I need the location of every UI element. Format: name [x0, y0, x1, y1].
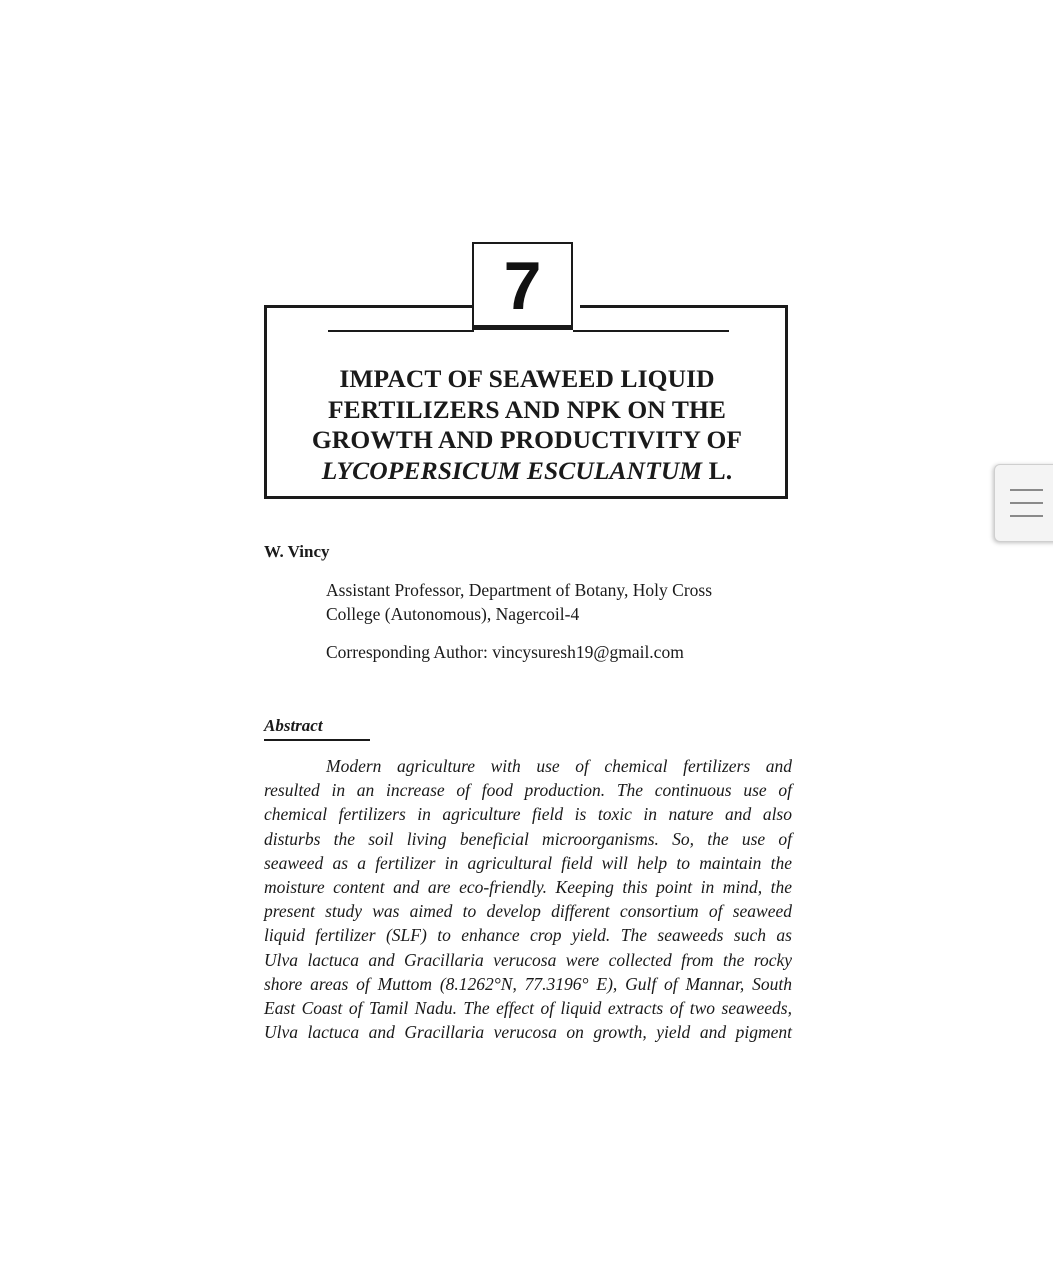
chapter-title-line: FERTILIZERS AND NPK ON THE	[328, 394, 726, 424]
author-affiliation	[326, 578, 792, 626]
abstract-body	[264, 754, 792, 1044]
chapter-rule-right	[573, 330, 729, 332]
abstract-heading: Abstract	[264, 716, 323, 735]
abstract-heading-underline	[264, 739, 370, 741]
chapter-title-line: GROWTH AND PRODUCTIVITY OF	[311, 425, 743, 454]
chapter-number-box	[472, 242, 573, 330]
chapter-title	[270, 364, 784, 486]
chapter-title-species: LYCOPERSICUM ESCULANTUM	[321, 455, 703, 485]
chapter-number: 7	[503, 248, 542, 324]
scroll-handle[interactable]	[994, 464, 1053, 542]
menu-grip-icon	[1010, 489, 1043, 491]
chapter-title-line	[270, 456, 784, 487]
abstract-line: Ulva lactuca and Gracillaria verucosa on growth, yield and pigment	[264, 1022, 792, 1043]
author-name: W. Vincy	[264, 542, 330, 561]
chapter-rule-left	[328, 330, 474, 332]
abstract-line: liquid fertilizer (SLF) to enhance crop yield. The seaweeds such as	[264, 925, 792, 946]
affiliation-line: Assistant Professor, Department of Botany, Holy Cross	[326, 580, 713, 600]
abstract-line: resulted in an increase of food production. The continuous use of	[264, 780, 792, 801]
affiliation-line: College (Autonomous), Nagercoil-4	[326, 604, 580, 624]
abstract-line: disturbs the soil living beneficial microorganisms. So, the use of	[264, 828, 792, 849]
chapter-title-line: IMPACT OF SEAWEED LIQUID	[339, 364, 715, 393]
abstract-line: Modern agriculture with use of chemical fertilizers and	[326, 756, 792, 776]
abstract-line: Ulva lactuca and Gracillaria verucosa were collected from the rocky	[264, 949, 792, 970]
menu-grip-icon	[1010, 502, 1043, 504]
abstract-line: seaweed as a fertilizer in agricultural field will help to maintain the	[264, 852, 792, 873]
abstract-line: shore areas of Muttom (8.1262°N, 77.3196° E), Gulf of Mannar, South	[264, 973, 792, 994]
chapter-title-species-suffix: L.	[702, 455, 733, 485]
menu-grip-icon	[1010, 515, 1043, 517]
abstract-line: moisture content and are eco-friendly. Keeping this point in mind, the	[264, 877, 792, 898]
abstract-line: chemical fertilizers in agriculture field is toxic in nature and also	[264, 804, 792, 825]
abstract-line: present study was aimed to develop different consortium of seaweed	[264, 901, 792, 922]
corresponding-author: Corresponding Author: vincysuresh19@gmail.com	[326, 642, 684, 662]
abstract-line: East Coast of Tamil Nadu. The effect of liquid extracts of two seaweeds,	[264, 998, 792, 1019]
